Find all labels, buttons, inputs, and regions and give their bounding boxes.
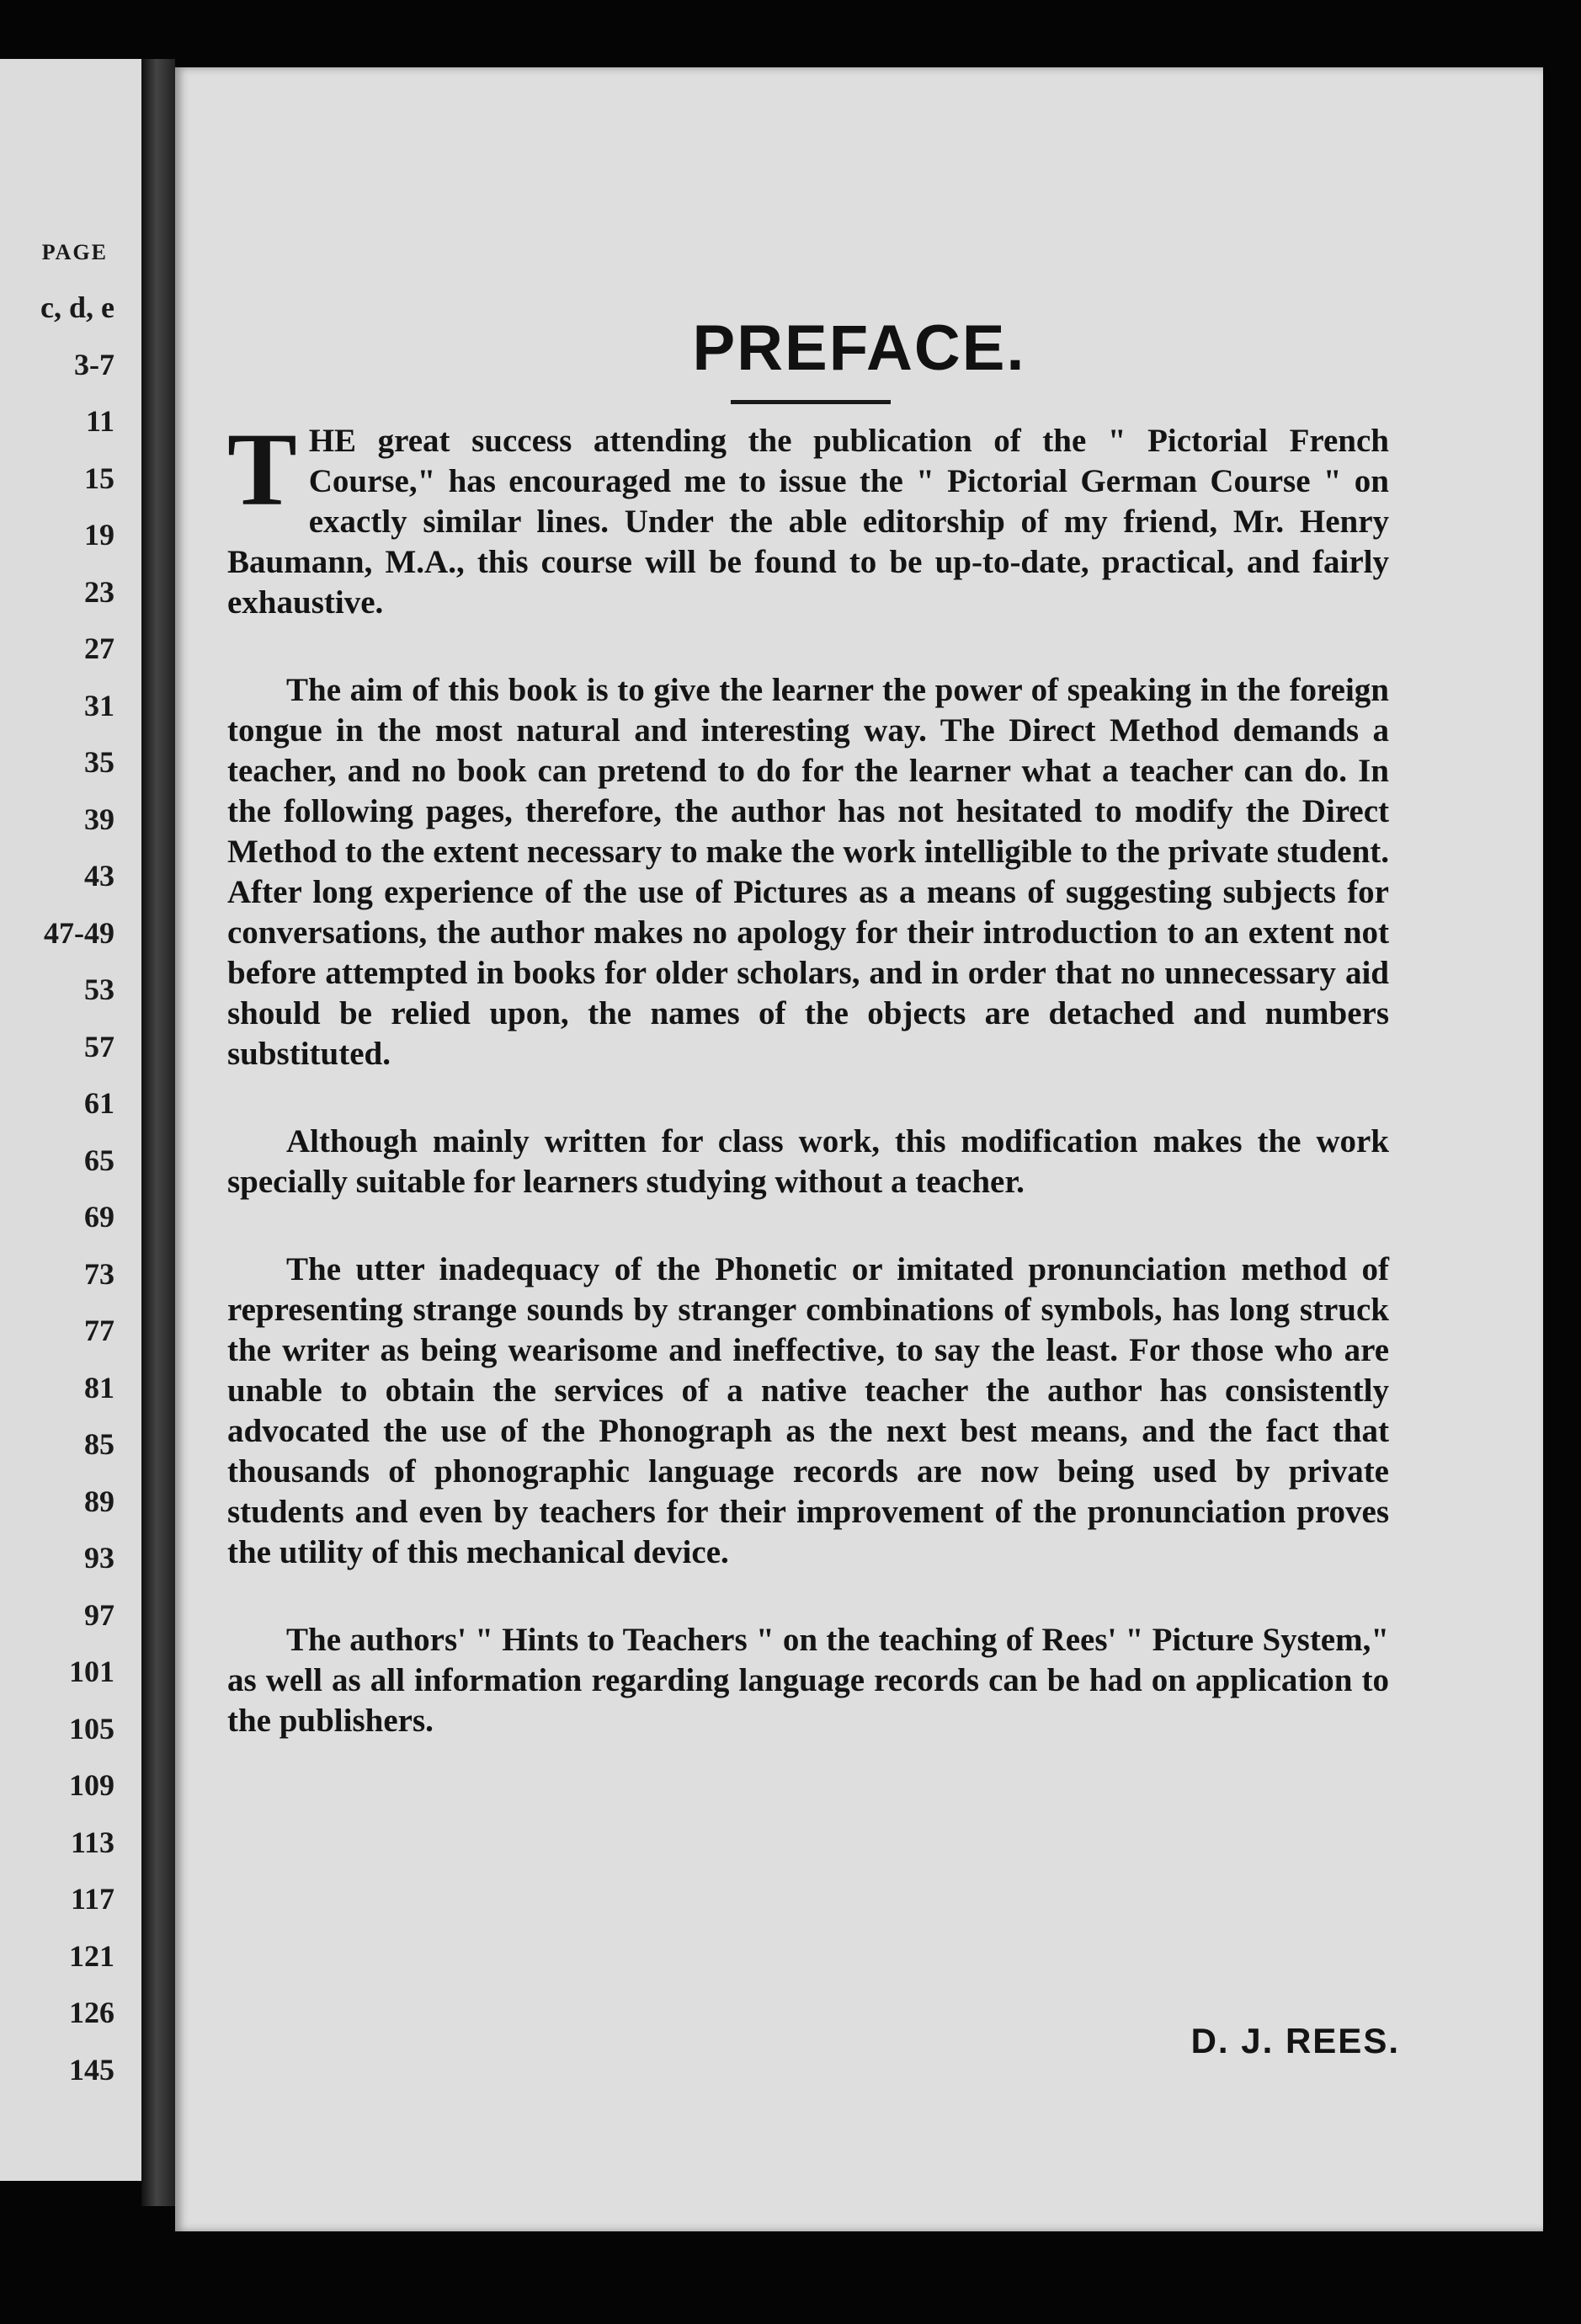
toc-page-number: 43 [84, 859, 114, 893]
toc-page-number: 57 [84, 1029, 114, 1063]
toc-page-number: c, d, e [40, 290, 114, 324]
toc-page-number: 15 [84, 461, 114, 495]
toc-page-number: 69 [84, 1200, 114, 1234]
toc-page-number: 61 [84, 1086, 114, 1120]
toc-page-number: 23 [84, 574, 114, 609]
preface-paragraph-3: Although mainly written for class work, this modification makes the work specially suitable for learners studying without a teacher. [227, 1123, 1389, 1200]
toc-page-number: 145 [69, 2052, 114, 2087]
preface-paragraph-2: The aim of this book is to give the learner the power of speaking in the foreign tongue in the most natural and interesting way. The Direct Method demands a teacher, and no book can pretend to do for the learner what a teacher can do. In the following pages, therefore, the author has not hesitated to modify the Direct Method to the extent necessary to make the work intelligible to the private student. After long experience of the use of Pictures as a means of suggesting subjects for conversations, the author makes no apology for their introduction to an extent not before attempted in books for older scholars, and in order that no unnecessary aid should be relied upon, the names of the objects are detached and numbers substituted. [227, 672, 1389, 1072]
preface-body [227, 412, 1389, 1788]
toc-page-header: PAGE [41, 240, 108, 264]
toc-page-number: 19 [84, 518, 114, 552]
author-signature: D. J. REES. [1190, 2021, 1400, 2060]
toc-page-number: 121 [69, 1938, 114, 1973]
toc-page-number: 109 [69, 1768, 114, 1802]
toc-page-number: 77 [84, 1314, 114, 1347]
preface-paragraph-5: The authors' " Hints to Teachers " on the teaching of Rees' " Picture System," as well as all information regarding language records can be had on application to the publishers. [227, 1622, 1389, 1739]
paragraph-text: HE great success attending the publication of the " Pictorial French Course," has encouraged me to issue the " Pictorial German Course " on exactly similar lines. Under the able editorship of my friend, Mr. Henry Baumann, M.A., this course will be found to be up-to-date, practical, and fairly exhaustive. [227, 423, 1389, 621]
book-gutter [141, 59, 175, 2206]
preface-paragraph-1 [227, 412, 1389, 623]
toc-page-number: 97 [84, 1597, 114, 1632]
toc-page-number: 101 [69, 1655, 114, 1688]
toc-page-number: 81 [84, 1370, 114, 1405]
left-page [0, 59, 148, 2181]
page-title: PREFACE. [692, 312, 1026, 384]
toc-page-number: 31 [84, 688, 114, 722]
title-rule [731, 400, 891, 404]
toc-page-number: 117 [70, 1882, 114, 1916]
toc-page-number: 3-7 [74, 347, 114, 381]
right-page [175, 67, 1543, 2231]
toc-page-number: 85 [84, 1427, 114, 1461]
toc-page-number: 89 [84, 1484, 114, 1518]
toc-page-number: 126 [69, 1996, 114, 2029]
toc-page-number: 113 [70, 1825, 114, 1859]
toc-page-number-list [40, 286, 114, 2105]
toc-page-number: 65 [84, 1143, 114, 1177]
toc-page-number: 105 [69, 1711, 114, 1746]
toc-page-number: 35 [84, 745, 114, 779]
drop-cap: T [227, 412, 297, 527]
toc-page-number: 73 [84, 1256, 114, 1291]
toc-page-number: 11 [85, 404, 114, 438]
toc-page-number: 53 [84, 973, 114, 1006]
preface-paragraph-4: The utter inadequacy of the Phonetic or imitated pronunciation method of representing strange sounds by stranger combinations of symbols, has long struck the writer as being wearisome and ineffective, to say the least. For those who are unable to obtain the services of a native teacher the author has consistently advocated the use of the Phonograph as the next best means, and the fact that thousands of phonographic language records are now being used by private students and even by teachers for their improvement of the pronunciation proves the utility of this mechanical device. [227, 1251, 1389, 1570]
toc-page-number: 39 [84, 802, 114, 836]
toc-page-number: 27 [84, 632, 114, 665]
toc-page-number: 47-49 [44, 915, 114, 950]
toc-page-number: 93 [84, 1541, 114, 1575]
